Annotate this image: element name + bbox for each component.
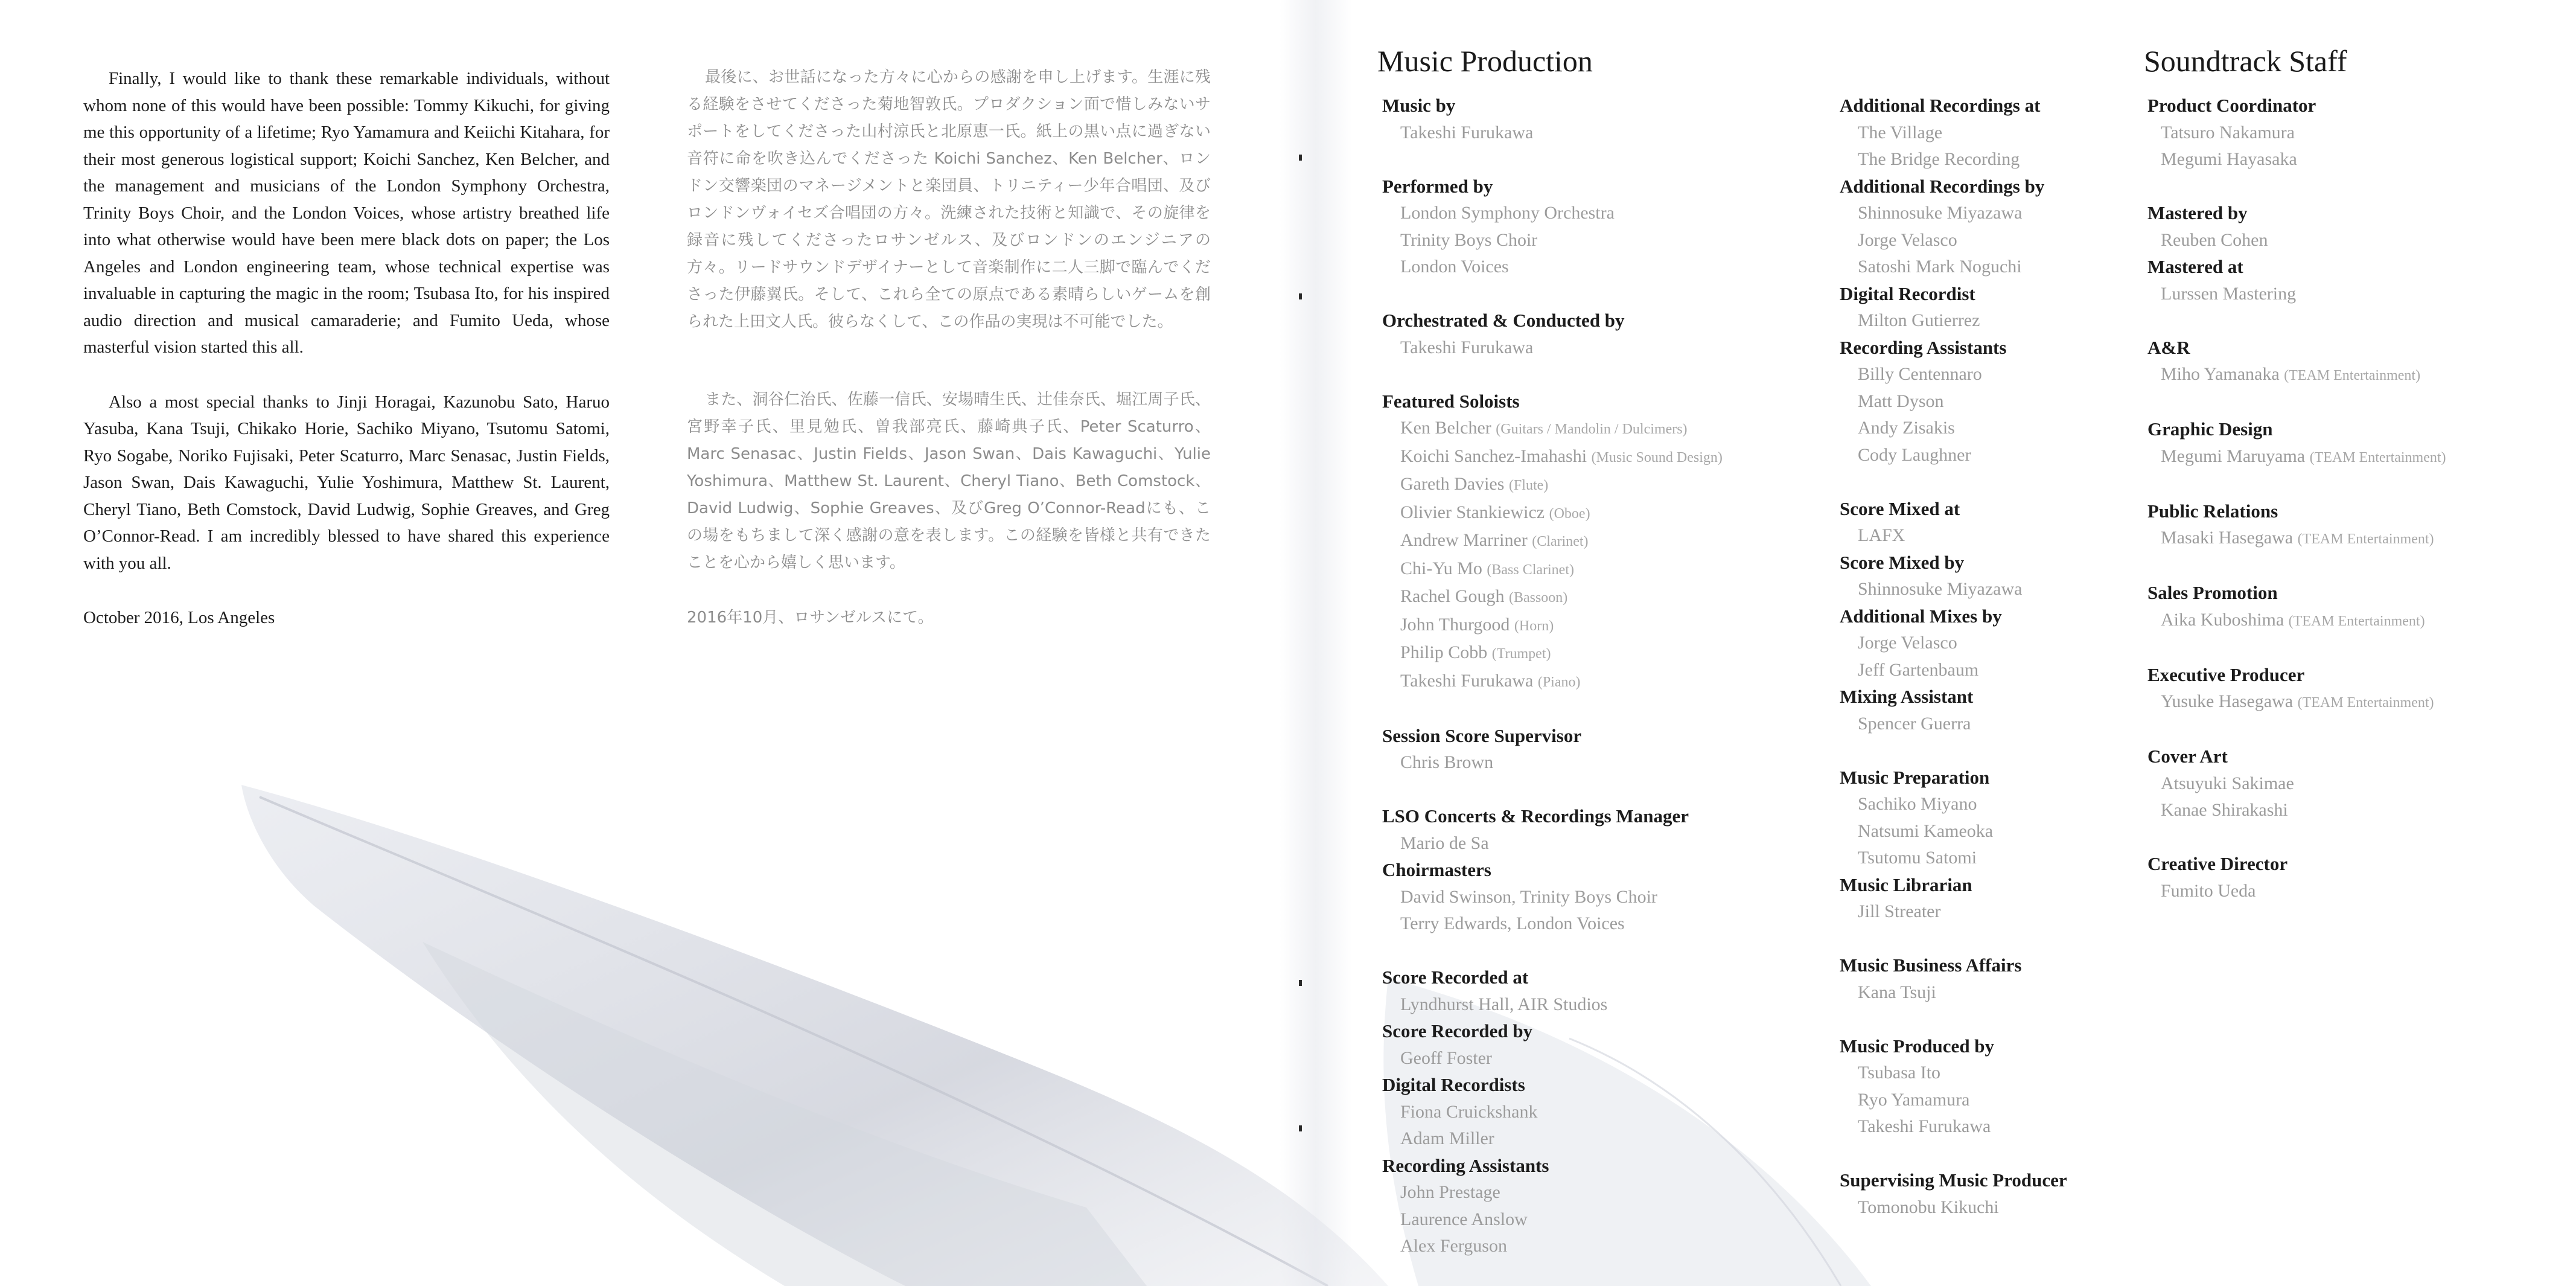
credit-heading: Sales Promotion [2147,582,2278,603]
credit-name: Tsubasa Ito [1858,1063,1941,1083]
credit-heading: Music Preparation [1840,766,1990,788]
credit-public-relations [2147,498,2564,553]
soloist-entry [1382,612,1817,640]
soloist-instrument: (Flute) [1508,478,1549,493]
credit-heading: A&R [2147,336,2190,358]
credit-produced-by [1840,1033,2178,1140]
credit-heading: Music by [1382,95,1456,116]
booklet-spine [1280,0,1352,1286]
credit-heading: Mixing Assistant [1840,686,1974,707]
credit-affiliation: (TEAM Entertainment) [2288,613,2425,629]
letter-paragraph-jp: また、洞谷仁治氏、佐藤一信氏、安場晴生氏、辻佳奈氏、堀江周子氏、宮野幸子氏、里見勉氏、曽我部亮氏、藤崎典子氏、Peter Scaturro、Marc Senasac、Justin Fields、Jason Swan、Dais Kawaguchi、Yulie Yoshimura、Matthew St. Laurent、Cheryl Tiano、Beth Comstock、David Ludwig、Sophie Greaves、及びGreg O’Connor-Readにも、この場をもちまして深く感謝の意を表します。この経験を皆様と共有できたことを心から嬉しく思います。 [687,391,1211,572]
credit-heading: Choirmasters [1382,859,1491,880]
credit-name: Kana Tsuji [1858,982,1936,1002]
credit-name: Tatsuro Nakamura [2161,122,2295,142]
credit-entry [2147,443,2564,472]
credit-name: Jorge Velasco [1858,633,1957,653]
soloist-name: Andrew Marriner [1400,530,1528,550]
credit-name: Milton Gutierrez [1858,310,1980,330]
credit-affiliation: (TEAM Entertainment) [2297,695,2434,711]
credit-heading: Music Business Affairs [1840,955,2022,976]
credit-affiliation: (TEAM Entertainment) [2309,449,2446,465]
credit-cover-art [2147,743,2564,824]
credit-affiliation: (TEAM Entertainment) [2297,531,2434,547]
credit-name: Geoff Foster [1400,1048,1492,1068]
credit-entry [2147,525,2564,553]
credit-heading: Score Mixed by [1840,551,1965,573]
credit-name: Mario de Sa [1400,833,1489,853]
soloist-name: John Thurgood [1400,614,1510,635]
spine-mark [1299,980,1302,986]
credit-name: Megumi Maruyama [2161,446,2306,466]
credit-soloists [1382,388,1817,696]
credit-name: Yusuke Hasegawa [2161,691,2294,711]
soloist-entry [1382,668,1817,696]
credit-name: Megumi Hayasaka [2161,149,2297,169]
credit-creative-director [2147,851,2564,904]
credit-score-mixed-at [1840,496,2178,549]
credit-heading: Score Mixed at [1840,497,1960,519]
soloist-instrument: (Bassoon) [1508,590,1568,606]
credit-anr [2147,334,2564,389]
credit-name: Jeff Gartenbaum [1858,659,1979,680]
credit-heading: Supervising Music Producer [1840,1169,2067,1191]
soloist-entry [1382,527,1817,555]
credit-mastered-at [2147,254,2564,307]
credit-heading: Score Recorded by [1382,1020,1533,1041]
credits-column-1 [1382,92,1817,1260]
credit-heading: Additional Recordings at [1840,95,2041,116]
credit-mastered-by [2147,200,2564,254]
credit-name: Sachiko Miyano [1858,794,1977,814]
credit-score-mixed-by [1840,549,2178,603]
letter-paragraph: Finally, I would like to thank these remarkable individuals, without whom none of this would have been possible: Tommy Kikuchi, for giving me this opportunity of a lifetime; Ryo Yamamura and Keiichi Kitahara, for their most generous logistical support; Koichi Sanchez, Ken Belcher, and the management and musicians of the London Symphony Orchestra, Trinity Boys Choir, and the London Voices, whose artistry breathed life into what otherwise would have been mere black dots on paper; the Los Angeles and London engineering team, whose technical expertise was invaluable in capturing the magic in the room; Tsubasa Ito, for his inspired audio direction and musical camaraderie; and Fumito Ueda, whose masterful vision started this all. [83,69,610,357]
credit-heading: Cover Art [2147,746,2228,767]
english-letter [83,65,610,659]
credit-name: Satoshi Mark Noguchi [1858,257,2022,277]
credit-name: Tomonobu Kikuchi [1858,1197,1999,1217]
credit-music-librarian [1840,872,2178,926]
credit-choirmasters [1382,857,1817,938]
credit-executive-producer [2147,662,2564,717]
soloist-instrument: (Music Sound Design) [1591,449,1723,465]
credit-name: Lyndhurst Hall, AIR Studios [1400,994,1608,1014]
credit-name: Miho Yamanaka [2161,364,2280,384]
soloist-name: Gareth Davies [1400,474,1505,494]
spine-mark [1299,1125,1302,1131]
credit-business-affairs [1840,952,2178,1006]
credit-name: London Voices [1400,257,1509,277]
credit-name: Tsutomu Satomi [1858,848,1977,868]
credit-music-preparation [1840,764,2178,872]
credit-name: John Prestage [1400,1182,1500,1202]
soloist-name: Ken Belcher [1400,418,1491,438]
credit-heading: Mastered at [2147,256,2243,277]
soloist-entry [1382,499,1817,528]
credit-lso-manager [1382,803,1817,857]
soloist-name: Rachel Gough [1400,586,1505,606]
credit-name: Takeshi Furukawa [1858,1116,1991,1136]
letter-paragraph: Also a most special thanks to Jinji Horagai, Kazunobu Sato, Haruo Yasuba, Kana Tsuji, Chikako Horie, Sachiko Miyano, Tsutomu Satomi, Ryo Sogabe, Noriko Fujisaki, Peter Scaturro, Marc Senasac, Justin Fields, Jason Swan, Dais Kawaguchi, Yulie Yoshimura, Matthew St. Laurent, Cheryl Tiano, Beth Comstock, David Ludwig, Sophie Greaves, and Greg O’Connor-Read. I am incredibly blessed to have shared this experience with you all. [83,392,610,573]
soloist-entry [1382,415,1817,443]
music-production-title: Music Production [1377,44,1593,78]
credit-name: The Village [1858,122,1943,142]
credit-additional-rec-by [1840,173,2178,281]
credit-name: London Symphony Orchestra [1400,203,1615,223]
credit-recording-assistants-2 [1840,334,2178,469]
credit-additional-mixes [1840,603,2178,684]
soloist-name: Chi-Yu Mo [1400,558,1482,578]
credits-column-2 [1840,92,2178,1221]
soloist-entry [1382,555,1817,584]
soloist-name: Philip Cobb [1400,642,1488,662]
credit-score-recorded-at [1382,964,1817,1018]
credit-mixing-assistant [1840,683,2178,737]
credit-supervising-producer [1840,1167,2178,1221]
credit-name: Jorge Velasco [1858,229,1957,250]
letter-date-jp: 2016年10月、ロサンゼルスにて。 [687,609,934,627]
letter-date: October 2016, Los Angeles [83,608,275,627]
soloist-instrument: (Clarinet) [1532,534,1589,549]
credit-name: Jill Streater [1858,901,1941,921]
credit-name: Takeshi Furukawa [1400,122,1534,142]
credit-heading: Creative Director [2147,853,2288,874]
credit-score-recorded-by [1382,1018,1817,1072]
credit-name: Fiona Cruickshank [1400,1101,1538,1122]
credit-name: Reuben Cohen [2161,229,2268,250]
credit-performed-by [1382,173,1817,281]
credit-entry [2147,607,2564,635]
soloist-name: Olivier Stankiewicz [1400,502,1545,522]
credit-heading: Digital Recordists [1382,1074,1525,1095]
credit-heading: Performed by [1382,175,1493,197]
soloist-entry [1382,639,1817,668]
credit-heading: Music Librarian [1840,874,1972,895]
credit-heading: Mastered by [2147,202,2248,223]
soloist-entry [1382,443,1817,472]
credit-name: Cody Laughner [1858,444,1971,465]
credit-name: Trinity Boys Choir [1400,229,1538,250]
credit-name: Masaki Hasegawa [2161,528,2294,548]
credit-recording-assistants [1382,1153,1817,1260]
credit-heading: Graphic Design [2147,418,2273,440]
credit-additional-rec-at [1840,92,2178,173]
soloist-instrument: (Piano) [1537,674,1581,690]
credit-graphic-design [2147,416,2564,471]
credit-name: Andy Zisakis [1858,418,1955,438]
credit-name: David Swinson, Trinity Boys Choir [1400,886,1657,907]
credit-session-supervisor [1382,723,1817,776]
credit-name: Billy Centennaro [1858,364,1982,384]
credit-name: Takeshi Furukawa [1400,337,1534,357]
soloist-instrument: (Bass Clarinet) [1487,561,1574,578]
credit-name: Fumito Ueda [2161,880,2256,901]
credit-heading: Recording Assistants [1840,336,2007,358]
soloist-entry [1382,583,1817,612]
soloist-instrument: (Oboe) [1549,505,1590,522]
japanese-letter [687,64,1211,682]
credit-name: Shinnosuke Miyazawa [1858,579,2023,599]
credit-name: Atsuyuki Sakimae [2161,773,2294,793]
credit-heading: Featured Soloists [1382,390,1520,412]
credit-heading: Session Score Supervisor [1382,725,1582,746]
credit-name: Terry Edwards, London Voices [1400,913,1625,933]
credit-affiliation: (TEAM Entertainment) [2284,368,2421,383]
soloist-instrument: (Trumpet) [1491,646,1551,662]
credit-name: Alex Ferguson [1400,1236,1507,1256]
credit-heading: Executive Producer [2147,664,2305,685]
credit-name: Aika Kuboshima [2161,609,2284,630]
credit-heading: Public Relations [2147,500,2278,522]
credit-name: Ryo Yamamura [1858,1089,1970,1110]
credit-sales-promotion [2147,580,2564,635]
credit-heading: Product Coordinator [2147,95,2316,116]
soundtrack-staff-title: Soundtrack Staff [2144,44,2347,78]
credit-entry [2147,688,2564,717]
credit-heading: Recording Assistants [1382,1154,1549,1176]
credit-product-coordinator [2147,92,2564,173]
credit-name: Chris Brown [1400,752,1494,772]
credits-column-3 [2147,92,2564,904]
credit-music-by [1382,92,1817,146]
credit-heading: Additional Mixes by [1840,605,2002,627]
credit-name: Laurence Anslow [1400,1209,1528,1229]
letter-paragraph-jp: 最後に、お世話になった方々に心からの感謝を申し上げます。生涯に残る経験をさせてくださった菊地智敦氏。プロダクション面で惜しみないサポートをしてくださった山村涼氏と北原恵一氏。紙上の黒い点に過ぎない音符に命を吹き込んでくださった Koichi Sanchez、Ken Belcher、ロンドン交響楽団のマネージメントと楽団員、トリニティー少年合唱団、及びロンドンヴォイセズ合唱団の方々。洗練された技術と知識で、その旋律を録音に残してくださったロサンゼルス、及びロンドンのエンジニアの方々。リードサウンドデザイナーとして音楽制作に二人三脚で臨んでくださった伊藤翼氏。そして、これら全ての原点である素晴らしいゲームを創られた上田文人氏。彼らなくして、この作品の実現は不可能でした。 [687,68,1211,331]
credit-heading: Additional Recordings by [1840,175,2045,197]
credit-orchestrated [1382,307,1817,361]
credit-heading: Music Produced by [1840,1035,1995,1057]
credit-heading: LSO Concerts & Recordings Manager [1382,805,1689,827]
credit-name: Lurssen Mastering [2161,283,2297,304]
soloist-instrument: (Guitars / Mandolin / Dulcimers) [1496,421,1688,437]
credit-name: Matt Dyson [1858,391,1944,411]
credit-heading: Score Recorded at [1382,967,1529,988]
spine-mark [1299,293,1302,299]
credit-name: Kanae Shirakashi [2161,800,2288,820]
spine-mark [1299,155,1302,161]
soloist-entry [1382,471,1817,499]
soloist-name: Koichi Sanchez-Imahashi [1400,446,1587,466]
soloist-instrument: (Horn) [1514,618,1554,634]
credit-heading: Orchestrated & Conducted by [1382,310,1625,331]
credit-name: Spencer Guerra [1858,713,1971,734]
credit-digital-recordists [1382,1072,1817,1153]
credit-name: Natsumi Kameoka [1858,821,1994,841]
credit-name: Adam Miller [1400,1128,1494,1148]
credit-entry [2147,361,2564,389]
credit-name: LAFX [1858,525,1905,545]
credit-digital-recordist [1840,281,2178,334]
credit-heading: Digital Recordist [1840,283,1975,304]
credit-name: The Bridge Recording [1858,149,2020,169]
soloist-name: Takeshi Furukawa [1400,670,1534,691]
credit-name: Shinnosuke Miyazawa [1858,203,2023,223]
